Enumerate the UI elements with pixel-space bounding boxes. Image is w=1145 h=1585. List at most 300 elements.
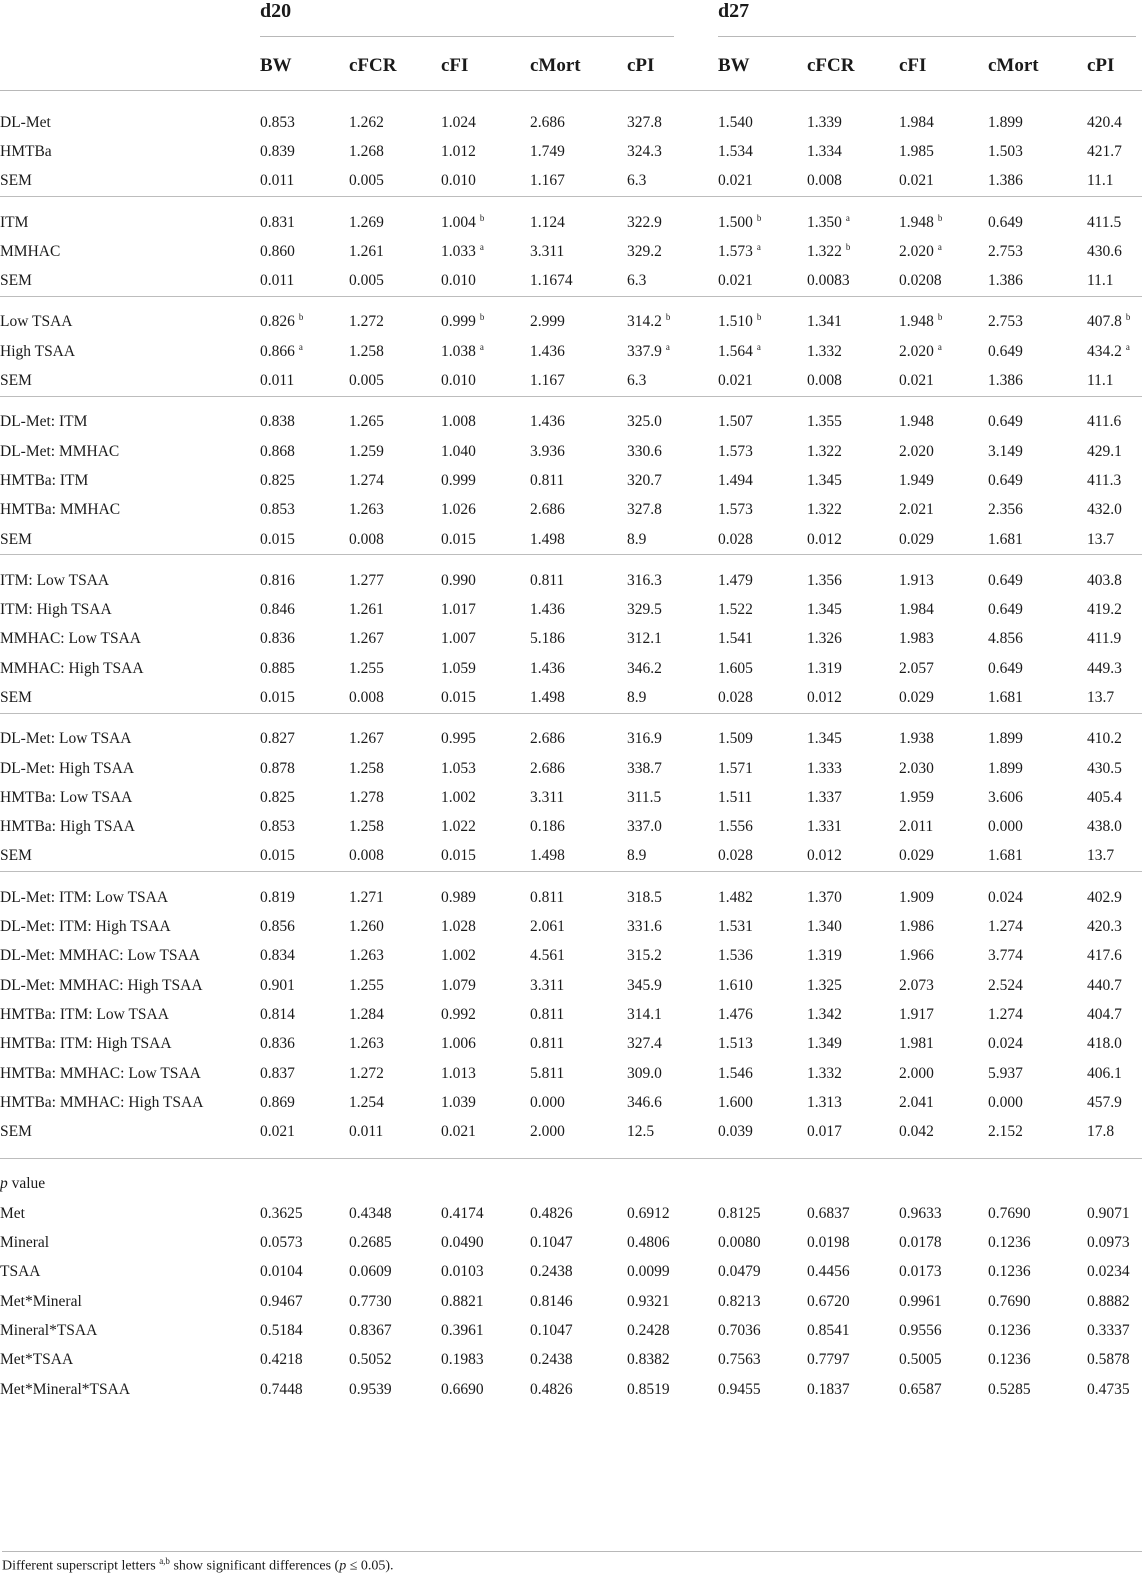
cell-value: 1.337 [807, 788, 842, 806]
cell-value: 434.2 [1087, 342, 1122, 360]
table-cell [988, 683, 1087, 713]
table-cell [530, 625, 627, 654]
table-cell [441, 266, 530, 296]
table-cell [899, 1118, 988, 1147]
table-cell [718, 1000, 807, 1029]
pvalue-cell: 0.3625 [260, 1204, 303, 1222]
pvalue-cell: 0.4218 [260, 1351, 303, 1369]
table-cell [988, 137, 1087, 166]
cell-value: 4.856 [988, 630, 1023, 648]
table-cell [807, 266, 899, 296]
cell-value: 1.984 [899, 113, 934, 131]
table-cell [1087, 842, 1142, 872]
cell-value: 0.811 [530, 888, 565, 906]
cell-value: 1.436 [530, 342, 565, 360]
table-cell [718, 754, 807, 783]
table-cell [530, 266, 627, 296]
table-cell [1087, 496, 1142, 525]
cell-value: 421.7 [1087, 142, 1122, 160]
table-cell [627, 466, 718, 495]
table-cell [441, 942, 530, 971]
cell-value: 11.1 [1087, 272, 1114, 290]
table-row [0, 1059, 1142, 1088]
cell-value: 0.012 [807, 530, 842, 548]
table-cell [899, 525, 988, 555]
cell-value: 402.9 [1087, 888, 1122, 906]
cell-value: 0.010 [441, 172, 476, 190]
cell-value: 3.149 [988, 442, 1023, 460]
table-cell [260, 725, 349, 754]
table-cell [627, 1030, 718, 1059]
cell-value: 0.826 [260, 313, 295, 331]
table-cell [627, 1000, 718, 1029]
table-cell [627, 408, 718, 437]
table-cell [441, 466, 530, 495]
table-cell [718, 1059, 807, 1088]
cell-value: 3.311 [530, 788, 565, 806]
pvalue-cell: 0.8125 [718, 1204, 761, 1222]
cell-value: 0.028 [718, 530, 753, 548]
table-cell [530, 654, 627, 683]
cell-value: 8.9 [627, 847, 647, 865]
cell-value: 1.260 [349, 918, 384, 936]
table-cell [441, 1000, 530, 1029]
cell-value: 1.332 [807, 1064, 842, 1082]
table-cell [441, 1088, 530, 1117]
column-header: cMort [530, 44, 627, 91]
table-cell [988, 337, 1087, 366]
table-cell [530, 566, 627, 595]
table-cell [718, 1088, 807, 1117]
table-cell [530, 942, 627, 971]
cell-value: 6.3 [627, 272, 647, 290]
row-label: SEM [0, 1123, 32, 1141]
significance-letter: b [756, 312, 762, 323]
table-cell [627, 754, 718, 783]
significance-letter: b [937, 312, 943, 323]
table-cell [988, 912, 1087, 941]
cell-value: 314.2 [627, 313, 662, 331]
cell-value: 1.022 [441, 818, 476, 836]
table-cell [807, 208, 899, 237]
table-cell [349, 208, 441, 237]
pvalue-row [0, 1375, 1142, 1404]
cell-value: 440.7 [1087, 976, 1122, 994]
cell-value: 337.9 [627, 342, 662, 360]
section-spacer [0, 197, 1142, 208]
cell-value: 1.913 [899, 571, 934, 589]
pvalue-cell: 0.7036 [718, 1321, 761, 1339]
group-header-d20: d20 [260, 0, 292, 22]
cell-value: 1.600 [718, 1093, 753, 1111]
column-header: cPI [1087, 44, 1142, 91]
pvalue-cell: 0.4348 [349, 1204, 392, 1222]
row-label: TSAA [0, 1263, 41, 1281]
cell-value: 2.020 [899, 442, 934, 460]
cell-value: 419.2 [1087, 601, 1122, 619]
table-cell [260, 208, 349, 237]
cell-value: 1.263 [349, 501, 384, 519]
row-label: SEM [0, 530, 32, 548]
table-cell [349, 337, 441, 366]
cell-value: 1.959 [899, 788, 934, 806]
cell-value: 311.5 [627, 788, 662, 806]
cell-value: 403.8 [1087, 571, 1122, 589]
table-cell [899, 683, 988, 713]
significance-letter: b [665, 312, 671, 323]
cell-value: 1.039 [441, 1093, 476, 1111]
cell-value: 1.053 [441, 759, 476, 777]
table-cell [807, 1000, 899, 1029]
cell-value: 1.503 [988, 142, 1023, 160]
row-label: MMHAC: Low TSAA [0, 630, 141, 648]
table-cell [807, 408, 899, 437]
table-cell [530, 971, 627, 1000]
cell-value: 4.561 [530, 947, 565, 965]
cell-value: 1.274 [988, 1005, 1023, 1023]
table-row [0, 883, 1142, 912]
cell-value: 2.524 [988, 976, 1023, 994]
table-cell [718, 466, 807, 495]
pvalue-cell: 0.9556 [899, 1321, 942, 1339]
table-cell [627, 813, 718, 842]
table-cell [349, 813, 441, 842]
table-cell [441, 1118, 530, 1147]
pvalue-cell: 0.5184 [260, 1321, 303, 1339]
cell-value: 0.021 [718, 372, 753, 390]
section-spacer [0, 91, 1142, 109]
table-cell [441, 1030, 530, 1059]
cell-value: 0.811 [530, 571, 565, 589]
table-cell [1087, 783, 1142, 812]
table-cell [807, 1118, 899, 1147]
cell-value: 2.356 [988, 501, 1023, 519]
cell-value: 1.522 [718, 601, 753, 619]
cell-value: 1.008 [441, 413, 476, 431]
table-cell [627, 683, 718, 713]
cell-value: 2.061 [530, 918, 565, 936]
cell-value: 1.983 [899, 630, 934, 648]
cell-value: 1.985 [899, 142, 934, 160]
footnote [2, 1551, 1142, 1575]
table-cell [988, 1030, 1087, 1059]
table-cell [627, 266, 718, 296]
cell-value: 0.649 [988, 213, 1023, 231]
cell-value: 0.811 [530, 1035, 565, 1053]
table-cell [807, 842, 899, 872]
table-cell [627, 496, 718, 525]
table-row [0, 208, 1142, 237]
table-cell [260, 1000, 349, 1029]
table-cell [441, 566, 530, 595]
cell-value: 1.263 [349, 1035, 384, 1053]
table-cell [260, 1030, 349, 1059]
row-label: DL-Met: ITM: High TSAA [0, 918, 171, 936]
table-cell [718, 971, 807, 1000]
table-cell [441, 595, 530, 624]
table-cell [349, 266, 441, 296]
row-label: DL-Met: MMHAC: High TSAA [0, 976, 203, 994]
table-cell [441, 754, 530, 783]
table-cell [1087, 1030, 1142, 1059]
pvalue-row [0, 1228, 1142, 1257]
pvalue-cell: 0.8882 [1087, 1292, 1130, 1310]
row-label: SEM [0, 272, 32, 290]
table-cell [807, 308, 899, 337]
cell-value: 0.868 [260, 442, 295, 460]
table-cell [807, 237, 899, 266]
pvalue-cell: 0.8519 [627, 1380, 670, 1398]
group-underline-d27 [718, 36, 1136, 37]
cell-value: 0.039 [718, 1123, 753, 1141]
cell-value: 1.899 [988, 759, 1023, 777]
cell-value: 1.498 [530, 847, 565, 865]
table-cell [1087, 525, 1142, 555]
significance-letter: b [756, 212, 762, 223]
cell-value: 405.4 [1087, 788, 1122, 806]
table-cell [349, 1088, 441, 1117]
table-row [0, 237, 1142, 266]
table-row [0, 754, 1142, 783]
table-cell [899, 408, 988, 437]
table-row [0, 337, 1142, 366]
cell-value: 0.011 [260, 272, 295, 290]
pvalue-cell: 0.7690 [988, 1204, 1031, 1222]
table-cell [260, 654, 349, 683]
cell-value: 0.992 [441, 1005, 476, 1023]
cell-value: 2.686 [530, 501, 565, 519]
cell-value: 0.839 [260, 142, 295, 160]
pvalue-cell: 0.5285 [988, 1380, 1031, 1398]
cell-value: 1.917 [899, 1005, 934, 1023]
table-cell [1087, 813, 1142, 842]
cell-value: 1.479 [718, 571, 753, 589]
cell-value: 0.186 [530, 818, 565, 836]
cell-value: 1.278 [349, 788, 384, 806]
table-cell [899, 1030, 988, 1059]
table-cell [260, 408, 349, 437]
pvalue-cell: 0.2438 [530, 1263, 573, 1281]
cell-value: 1.254 [349, 1093, 384, 1111]
table-cell [260, 366, 349, 396]
table-cell [349, 308, 441, 337]
significance-letter: a [937, 241, 942, 252]
pvalue-cell: 0.6837 [807, 1204, 850, 1222]
cell-value: 324.3 [627, 142, 662, 160]
cell-value: 0.885 [260, 659, 295, 677]
cell-value: 1.167 [530, 372, 565, 390]
table-cell [988, 1059, 1087, 1088]
cell-value: 337.0 [627, 818, 662, 836]
pvalue-cell: 0.1236 [988, 1263, 1031, 1281]
pvalue-cell: 0.7563 [718, 1351, 761, 1369]
pvalue-cell: 0.6587 [899, 1380, 942, 1398]
table-cell [1087, 408, 1142, 437]
table-cell [627, 883, 718, 912]
cell-value: 1.269 [349, 213, 384, 231]
cell-value: 1.573 [718, 501, 753, 519]
cell-value: 1.498 [530, 530, 565, 548]
row-label: DL-Met: ITM [0, 413, 88, 431]
cell-value: 1.326 [807, 630, 842, 648]
table-cell [349, 654, 441, 683]
table-cell [718, 137, 807, 166]
cell-value: 0.015 [260, 688, 295, 706]
cell-value: 1.002 [441, 947, 476, 965]
pvalue-cell: 0.0103 [441, 1263, 484, 1281]
cell-value: 1.681 [988, 847, 1023, 865]
cell-value: 1.040 [441, 442, 476, 460]
pvalue-cell: 0.9321 [627, 1292, 670, 1310]
cell-value: 0.000 [988, 1093, 1023, 1111]
cell-value: 1.263 [349, 947, 384, 965]
section-spacer [0, 872, 1142, 883]
pvalue-cell: 0.5005 [899, 1351, 942, 1369]
table-cell [988, 1118, 1087, 1147]
table-cell [627, 525, 718, 555]
table-cell [627, 308, 718, 337]
cell-value: 417.6 [1087, 947, 1122, 965]
cell-value: 0.827 [260, 730, 295, 748]
table-cell [718, 683, 807, 713]
cell-value: 325.0 [627, 413, 662, 431]
cell-value: 0.008 [349, 847, 384, 865]
table-cell [988, 783, 1087, 812]
significance-letter: b [479, 212, 485, 223]
cell-value: 1.681 [988, 688, 1023, 706]
column-header-row [0, 44, 1142, 91]
table-cell [899, 842, 988, 872]
table-cell [627, 842, 718, 872]
cell-value: 1.536 [718, 947, 753, 965]
table-cell [260, 167, 349, 197]
table-cell [988, 108, 1087, 137]
table-cell [807, 337, 899, 366]
table-cell [260, 1088, 349, 1117]
table-cell [530, 308, 627, 337]
significance-letter: b [298, 312, 304, 323]
cell-value: 0.825 [260, 788, 295, 806]
row-label: HMTBa [0, 142, 52, 160]
cell-value: 0.011 [260, 172, 295, 190]
cell-value: 329.5 [627, 601, 662, 619]
table-row [0, 437, 1142, 466]
table-cell [1087, 754, 1142, 783]
table-cell [899, 1000, 988, 1029]
cell-value: 0.021 [441, 1123, 476, 1141]
cell-value: 5.811 [530, 1064, 565, 1082]
table-cell [899, 437, 988, 466]
table-cell [349, 1059, 441, 1088]
table-cell [988, 437, 1087, 466]
table-cell [988, 654, 1087, 683]
table-cell [807, 725, 899, 754]
row-label: MMHAC: High TSAA [0, 659, 144, 677]
pvalue-cell: 0.1047 [530, 1321, 573, 1339]
table-row [0, 625, 1142, 654]
cell-value: 1.948 [899, 313, 934, 331]
cell-value: 2.011 [899, 818, 934, 836]
section-spacer [0, 555, 1142, 566]
table-cell [1087, 167, 1142, 197]
table-cell [441, 783, 530, 812]
table-cell [988, 408, 1087, 437]
spacer-cell [0, 91, 1142, 109]
table-cell [260, 466, 349, 495]
table-cell [627, 437, 718, 466]
cell-value: 411.5 [1087, 213, 1122, 231]
table-cell [530, 842, 627, 872]
cell-value: 1.899 [988, 730, 1023, 748]
cell-value: 13.7 [1087, 688, 1115, 706]
row-label: HMTBa: ITM [0, 471, 89, 489]
table-cell [988, 466, 1087, 495]
cell-value: 1.949 [899, 471, 934, 489]
pvalue-cell: 0.0573 [260, 1234, 303, 1252]
table-cell [260, 437, 349, 466]
column-header: cMort [988, 44, 1087, 91]
table-cell [988, 237, 1087, 266]
cell-value: 1.325 [807, 976, 842, 994]
table-cell [441, 625, 530, 654]
table-cell [988, 496, 1087, 525]
table-cell [988, 1000, 1087, 1029]
table-cell [899, 1059, 988, 1088]
cell-value: 0.811 [530, 1005, 565, 1023]
cell-value: 411.6 [1087, 413, 1122, 431]
pvalue-row [0, 1258, 1142, 1287]
significance-letter: a [665, 341, 670, 352]
table-cell [530, 1059, 627, 1088]
table-cell [260, 971, 349, 1000]
table-cell [1087, 971, 1142, 1000]
table-cell [260, 525, 349, 555]
table-cell [899, 466, 988, 495]
table-cell [530, 437, 627, 466]
table-cell [807, 466, 899, 495]
table-cell [1087, 337, 1142, 366]
significance-letter: b [937, 212, 943, 223]
cell-value: 0.008 [807, 372, 842, 390]
cell-value: 2.030 [899, 759, 934, 777]
cell-value: 0.831 [260, 213, 295, 231]
table-cell [441, 208, 530, 237]
table-cell [627, 1088, 718, 1117]
table-cell [349, 167, 441, 197]
cell-value: 0.834 [260, 947, 295, 965]
cell-value: 0.836 [260, 1035, 295, 1053]
row-label: HMTBa: ITM: Low TSAA [0, 1005, 169, 1023]
table-cell [807, 625, 899, 654]
table-row [0, 971, 1142, 1000]
table-cell [260, 754, 349, 783]
table-cell [1087, 725, 1142, 754]
cell-value: 1.124 [530, 213, 565, 231]
table-cell [807, 654, 899, 683]
cell-value: 0.989 [441, 888, 476, 906]
pvalue-cell: 0.0609 [349, 1263, 392, 1281]
cell-value: 1.610 [718, 976, 753, 994]
table-row [0, 842, 1142, 872]
cell-value: 1.274 [988, 918, 1023, 936]
cell-value: 449.3 [1087, 659, 1122, 677]
table-row [0, 1118, 1142, 1147]
cell-value: 0.649 [988, 659, 1023, 677]
cell-value: 327.8 [627, 501, 662, 519]
cell-value: 2.999 [530, 313, 565, 331]
table-cell [260, 1118, 349, 1147]
cell-value: 0.000 [988, 818, 1023, 836]
